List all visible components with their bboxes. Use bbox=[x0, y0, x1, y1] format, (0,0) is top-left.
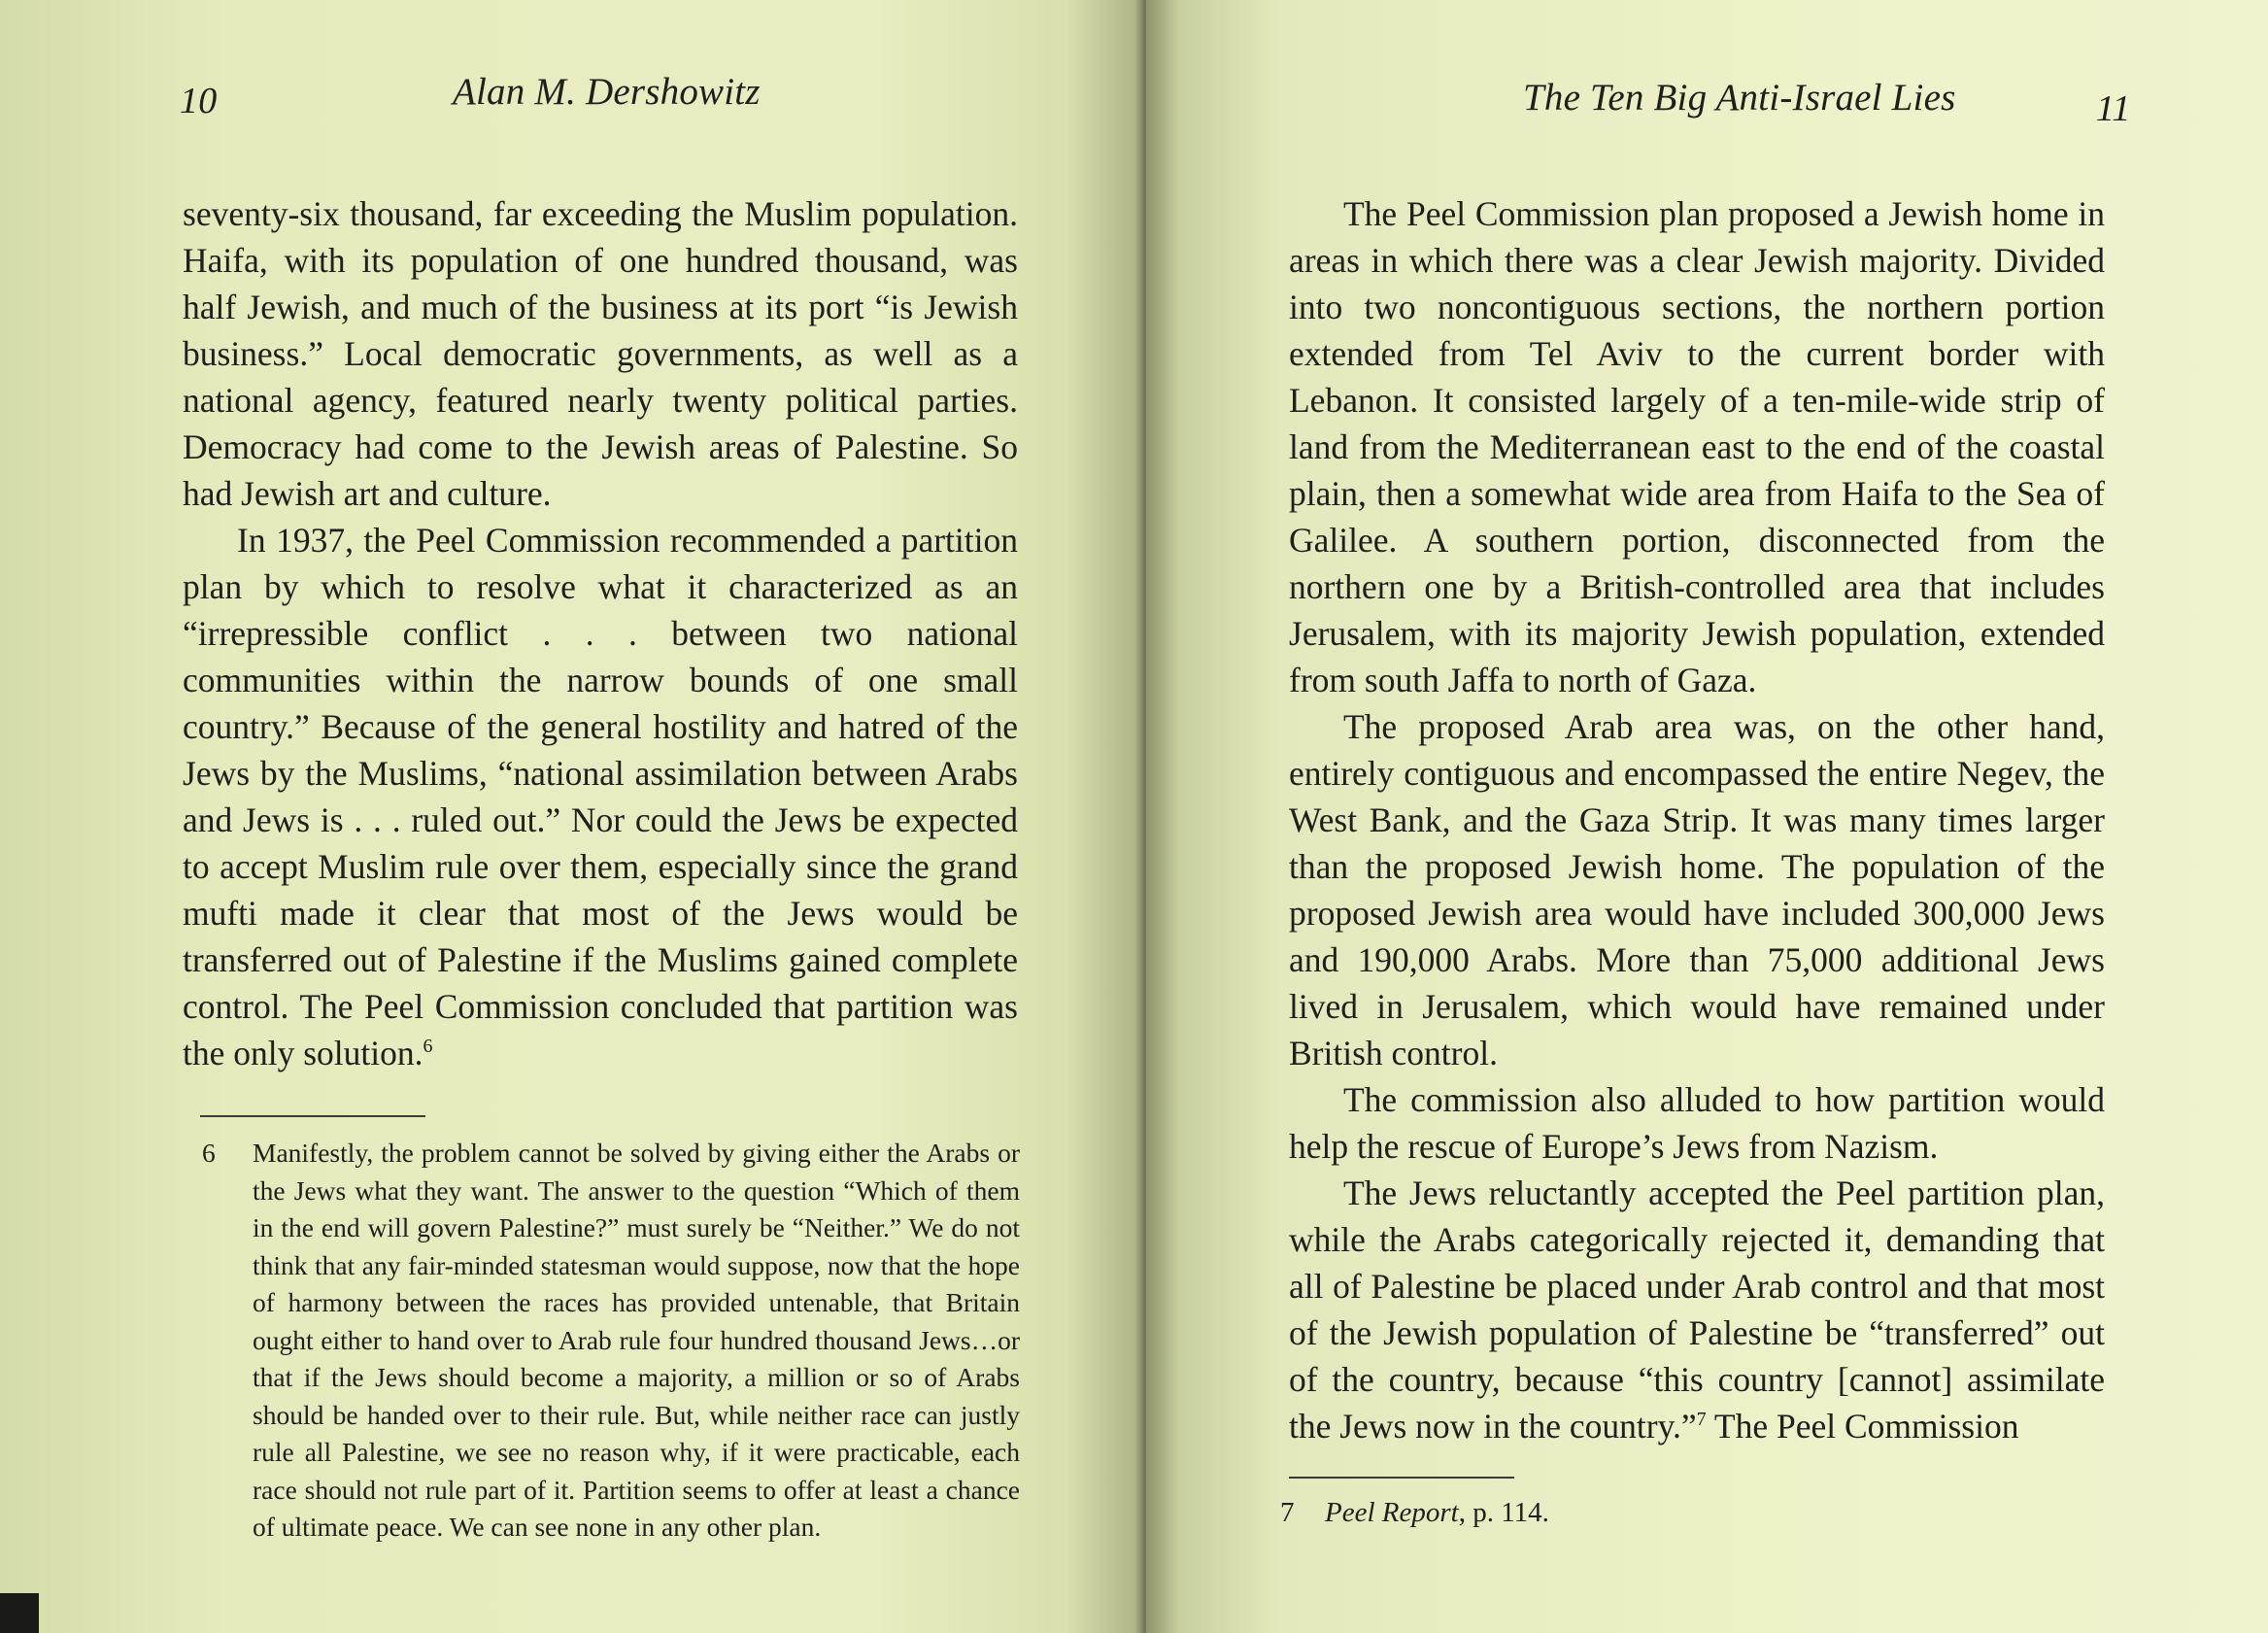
right-paragraph-1: The Peel Commission plan proposed a Jewish home in areas in which there was a clear Jewish majority. Divided into two noncontiguous sections, the northern portion extended from Tel Aviv to the current border with Lebanon. It consisted largely of a ten-mile-wide strip of land from the Mediterranean east to the end of the coastal plain, then a somewhat wide area from Haifa to the Sea of Galilee. A southern portion, disconnected from the northern one by a British-controlled area that includes Jerusalem, with its majority Jewish population, extended from south Jaffa to north of Gaza. bbox=[1289, 194, 2105, 699]
right-paragraph-2: The proposed Arab area was, on the other hand, entirely contiguous and encompassed the entire Negev, the West Bank, and the Gaza Strip. It was many times larger than the proposed Jewish home. The population of the proposed Jewish area would have included 300,000 Jews and 190,000 Arabs. More than 75,000 additional Jews lived in Jerusalem, which would have remained under British control. bbox=[1289, 707, 2105, 1072]
right-paragraph-4 bbox=[1289, 1170, 2105, 1449]
right-paragraph-4-text: The Jews reluctantly accepted the Peel partition plan, while the Arabs categorically rejected it, demanding that all of Palestine be placed under Arab control and that most of the Jewish population of Palestine be “transferred” out of the country, because “this country [cannot] assimilate the Jews now in the country.” bbox=[1289, 1174, 2105, 1446]
right-page bbox=[1146, 0, 2268, 1633]
right-paragraph-4-tail: The Peel Commission bbox=[1706, 1407, 2019, 1446]
left-running-head: Alan M. Dershowitz bbox=[453, 71, 761, 113]
footnote-marker-6: 6 bbox=[423, 1036, 433, 1058]
background-corner bbox=[0, 1593, 39, 1633]
left-paragraph-1: seventy-six thousand, far exceeding the Muslim population. Haifa, with its population of one hundred thousand, was half Jewish, and much of the business at its port “is Jewish business.” Local democratic governments, as well as a national agency, featured nearly twenty political parties. Democracy had come to the Jewish areas of Palestine. So had Jewish art and culture. bbox=[183, 194, 1018, 513]
right-body-text bbox=[1289, 190, 2105, 1449]
left-paragraph-2-text: In 1937, the Peel Commission recommended a partition plan by which to resolve what it characterized as an “irrepressible conflict . . . between two national communities within the narrow bounds of one small country.” Because of the general hostility and hatred of the Jews by the Muslims, “national assimilation between Arabs and Jews is . . . ruled out.” Nor could the Jews be expected to accept Muslim rule over them, especially since the grand mufti made it clear that most of the Jews would be transferred out of Palestine if the Muslims gained complete control. The Peel Commission concluded that partition was the only solution. bbox=[183, 521, 1018, 1072]
left-footnote-rule bbox=[200, 1115, 425, 1117]
left-page-number: 10 bbox=[180, 81, 218, 121]
right-footnote bbox=[1280, 1494, 1960, 1532]
right-footnote-rule bbox=[1289, 1477, 1514, 1479]
footnote-7-title: Peel Report bbox=[1325, 1497, 1459, 1528]
left-paragraph-2 bbox=[183, 517, 1018, 1076]
right-page-number: 11 bbox=[2096, 88, 2131, 129]
right-paragraph-3: The commission also alluded to how partition would help the rescue of Europe’s Jews from Nazism. bbox=[1289, 1080, 2105, 1166]
footnote-marker-7: 7 bbox=[1696, 1409, 1707, 1431]
left-footnote bbox=[202, 1135, 1020, 1547]
footnote-6-number: 6 bbox=[202, 1138, 216, 1168]
left-body-text bbox=[183, 190, 1018, 1076]
right-running-head: The Ten Big Anti-Israel Lies bbox=[1523, 77, 1956, 119]
footnote-7-number: 7 bbox=[1280, 1497, 1295, 1528]
footnote-7-rest: , p. 114. bbox=[1458, 1497, 1549, 1528]
footnote-6-text: Manifestly, the problem cannot be solved by giving either the Arabs or the Jews what they want. The answer to the question “Which of them in the end will govern Palestine?” must surely be “Neither.” We do not think that any fair-minded statesman would suppose, now that the hope of harmony between the races has provided untenable, that Britain ought either to hand over to Arab rule four hundred thousand Jews…or that if the Jews should become a majority, a million or so of Arabs should be handed over to their rule. But, while neither race can justly rule all Palestine, we see no reason why, if it were practicable, each race should not rule part of it. Partition seems to offer at least a chance of ultimate peace. We can see none in any other plan. bbox=[253, 1138, 1020, 1542]
